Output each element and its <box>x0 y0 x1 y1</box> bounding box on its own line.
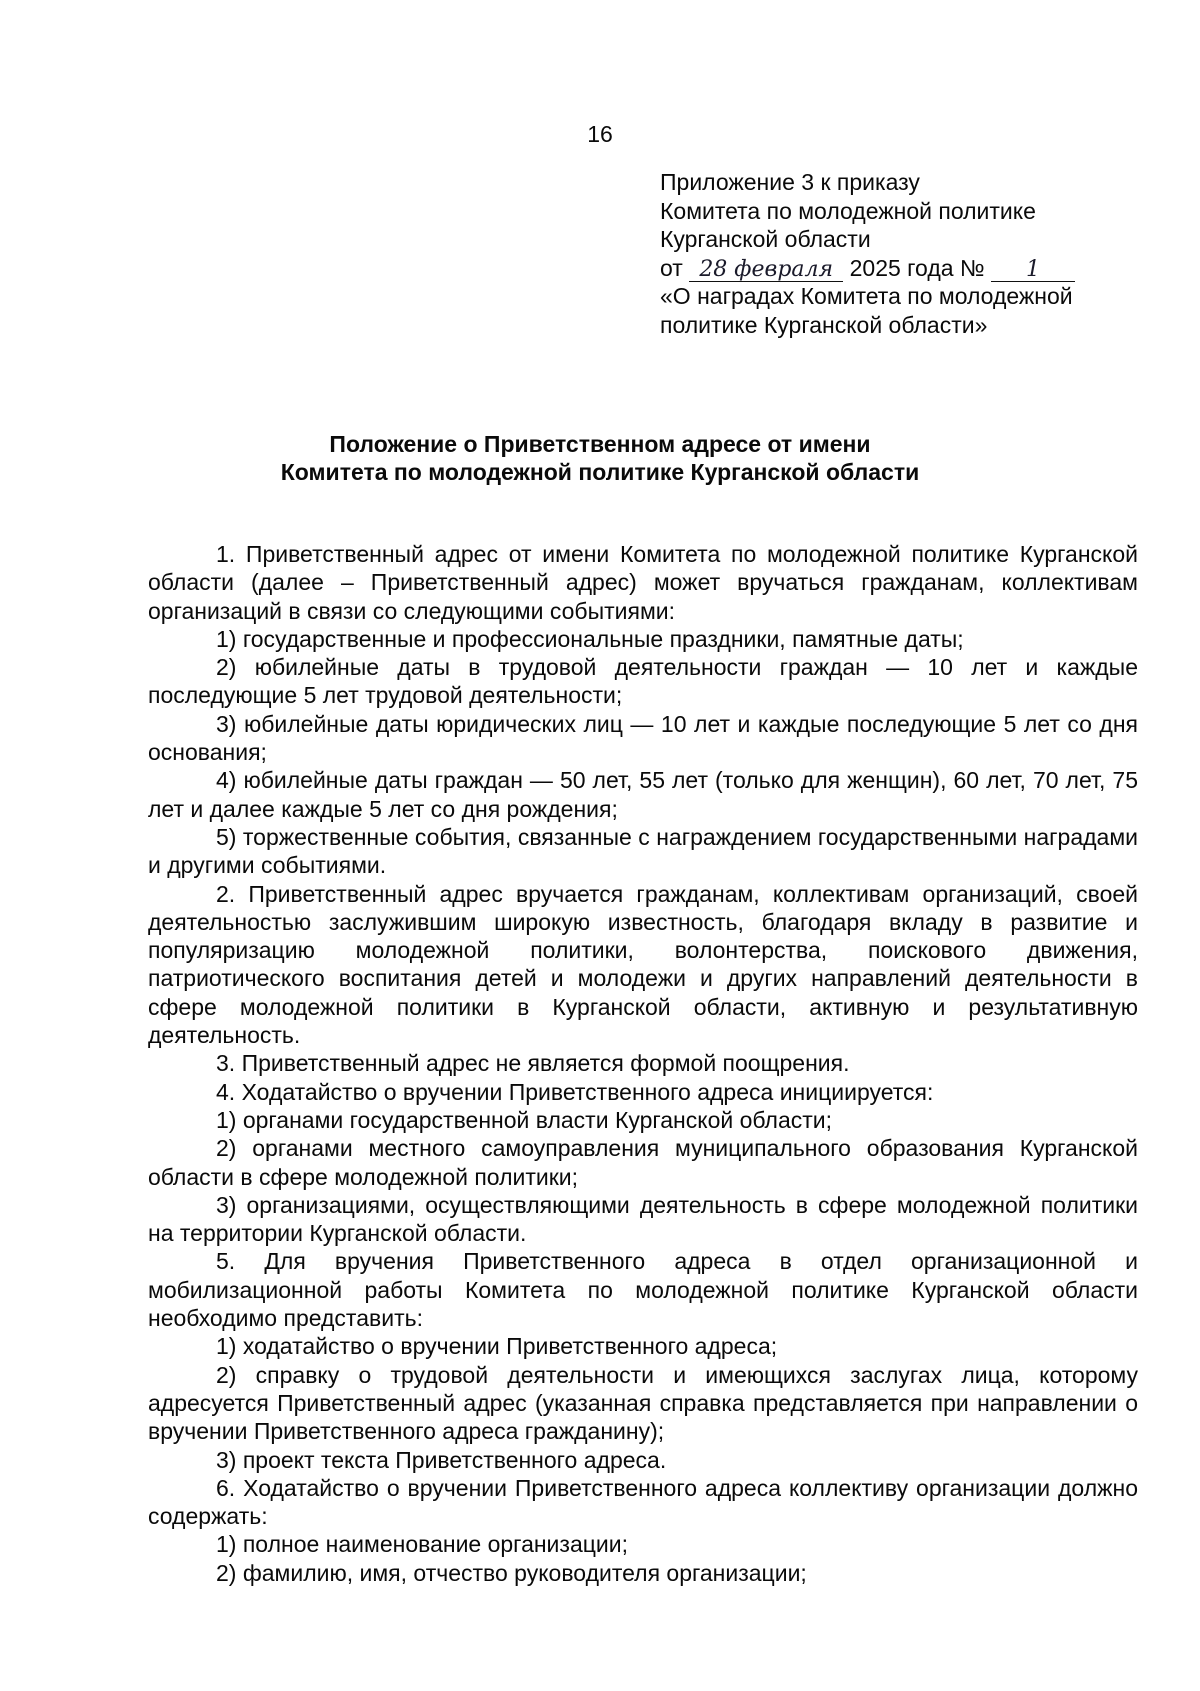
appendix-line-6: политике Курганской области» <box>660 311 988 338</box>
paragraph: 3) организациями, осуществляющими деятельность в сфере молодежной политики на территории Курганской области. <box>148 1191 1138 1247</box>
paragraph: 1) государственные и профессиональные праздники, памятные даты; <box>216 625 964 652</box>
paragraph: 1) органами государственной власти Курганской области; <box>216 1106 833 1133</box>
handwritten-date: 28 февраля <box>689 259 843 282</box>
paragraph: 2) фамилию, имя, отчество руководителя организации; <box>216 1559 807 1586</box>
paragraph: 2) справку о трудовой деятельности и имеющихся заслугах лица, которому адресуется Приветственный адрес (указанная справка представляется при направлении о вручении Приветственного адреса гражданину); <box>148 1361 1138 1445</box>
title-line-1: Положение о Приветственном адресе от имени <box>329 431 871 457</box>
paragraph: 1) полное наименование организации; <box>216 1531 629 1558</box>
paragraph: 3. Приветственный адрес не является формой поощрения. <box>216 1050 850 1077</box>
appendix-header <box>660 168 1180 339</box>
paragraph: 1) ходатайство о вручении Приветственного адреса; <box>216 1333 778 1360</box>
paragraph: 2) органами местного самоуправления муниципального образования Курганской области в сфере молодежной политики; <box>148 1135 1138 1190</box>
document-title <box>0 430 1200 486</box>
paragraph: 6. Ходатайство о вручении Приветственного адреса коллективу организации должно содержать: <box>148 1474 1138 1530</box>
paragraph: 5. Для вручения Приветственного адреса в отдел организационной и мобилизационной работы Комитета по молодежной политике Курганской области необходимо представить: <box>148 1248 1138 1332</box>
date-prefix: от <box>660 254 683 281</box>
title-line-2: Комитета по молодежной политике Курганской области <box>280 459 920 485</box>
year-text: 2025 года № <box>849 254 985 281</box>
paragraph: 3) юбилейные даты юридических лиц — 10 лет и каждые последующие 5 лет со дня основания; <box>148 710 1138 766</box>
handwritten-order-number: 1 <box>991 259 1075 282</box>
paragraph: 1. Приветственный адрес от имени Комитета по молодежной политике Курганской области (далее – Приветственный адрес) может вручаться гражданам, коллективам организаций в связи со следующими событиями: <box>148 541 1138 624</box>
paragraph: 4. Ходатайство о вручении Приветственного адреса инициируется: <box>216 1078 934 1105</box>
paragraph: 3) проект текста Приветственного адреса. <box>216 1446 667 1473</box>
paragraph: 5) торжественные события, связанные с награждением государственными наградами и другими событиями. <box>148 823 1138 879</box>
appendix-line-3: Курганской области <box>660 226 871 252</box>
paragraph: 4) юбилейные даты граждан — 50 лет, 55 лет (только для женщин), 60 лет, 70 лет, 75 лет и далее каждые 5 лет со дня рождения; <box>148 767 1138 822</box>
paragraph: 2. Приветственный адрес вручается гражданам, коллективам организаций, своей деятельностью заслужившим широкую известность, благодаря вкладу в развитие и популяризацию молодежной политики, волонтерства, поискового движения, патриотического воспитания детей и молодежи и других направлений деятельности в сфере молодежной политики в Курганской области, активную и результативную деятельность. <box>148 880 1138 1049</box>
paragraph: 2) юбилейные даты в трудовой деятельности граждан — 10 лет и каждые последующие 5 лет трудовой деятельности; <box>148 654 1138 709</box>
appendix-date-line <box>660 254 1180 283</box>
appendix-line-1: Приложение 3 к приказу <box>660 169 920 195</box>
appendix-line-2: Комитета по молодежной политике <box>660 197 1036 224</box>
document-body <box>148 540 1138 1587</box>
page-number: 16 <box>587 121 613 147</box>
appendix-line-5: «О наградах Комитета по молодежной <box>660 283 1073 309</box>
